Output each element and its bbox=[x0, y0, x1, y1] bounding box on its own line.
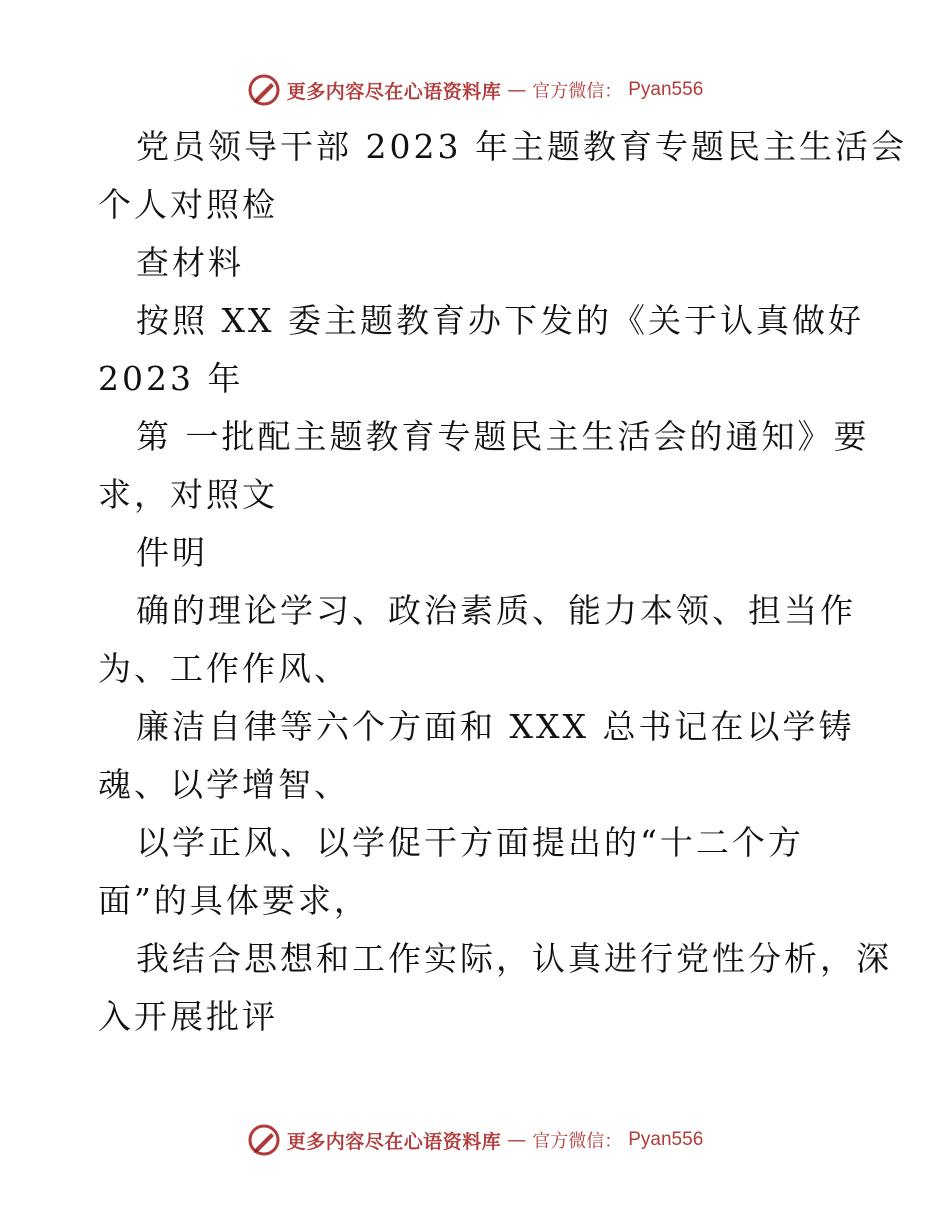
text-line: 我结合思想和工作实际，认真进行党性分析，深 bbox=[136, 939, 892, 978]
text-line: 面”的具体要求， bbox=[98, 881, 370, 920]
text-line: 查材料 bbox=[136, 243, 244, 282]
text-line: 廉洁自律等六个方面和 XXX 总书记在以学铸 bbox=[136, 707, 855, 746]
document-body bbox=[98, 118, 907, 1046]
text-line: 为、工作作风、 bbox=[98, 649, 350, 688]
watermark-banner-bottom bbox=[0, 1120, 950, 1160]
watermark-banner-top bbox=[0, 70, 950, 110]
watermark-separator: — bbox=[507, 1129, 527, 1151]
text-line: 个人对照检 bbox=[98, 185, 278, 224]
text-line: 件明 bbox=[136, 533, 208, 572]
watermark-wechat-label: 官方微信： bbox=[532, 1131, 623, 1152]
text-line: 第 一批配主题教育专题民主生活会的通知》要 bbox=[136, 417, 870, 456]
text-line: 以学正风、以学促干方面提出的“十二个方 bbox=[136, 823, 804, 862]
pen-logo-icon bbox=[247, 73, 281, 107]
watermark-separator: — bbox=[507, 79, 527, 101]
watermark-wechat-label: 官方微信： bbox=[532, 81, 623, 102]
text-line: 求，对照文 bbox=[98, 475, 278, 514]
text-line: 确的理论学习、政治素质、能力本领、担当作 bbox=[136, 591, 856, 630]
pen-logo-icon bbox=[247, 1123, 281, 1157]
watermark-wechat-id: Pyan556 bbox=[628, 1129, 704, 1150]
watermark-wechat-id: Pyan556 bbox=[628, 79, 704, 100]
text-line: 按照 XX 委主题教育办下发的《关于认真做好 bbox=[136, 301, 864, 340]
watermark-brand: 更多内容尽在心语资料库 bbox=[286, 1130, 502, 1153]
text-line: 入开展批评 bbox=[98, 997, 278, 1036]
text-line: 党员领导干部 2023 年主题教育专题民主生活会 bbox=[136, 127, 907, 166]
text-line: 2023 年 bbox=[98, 359, 244, 398]
watermark-brand: 更多内容尽在心语资料库 bbox=[286, 80, 502, 103]
text-line: 魂、以学增智、 bbox=[98, 765, 350, 804]
